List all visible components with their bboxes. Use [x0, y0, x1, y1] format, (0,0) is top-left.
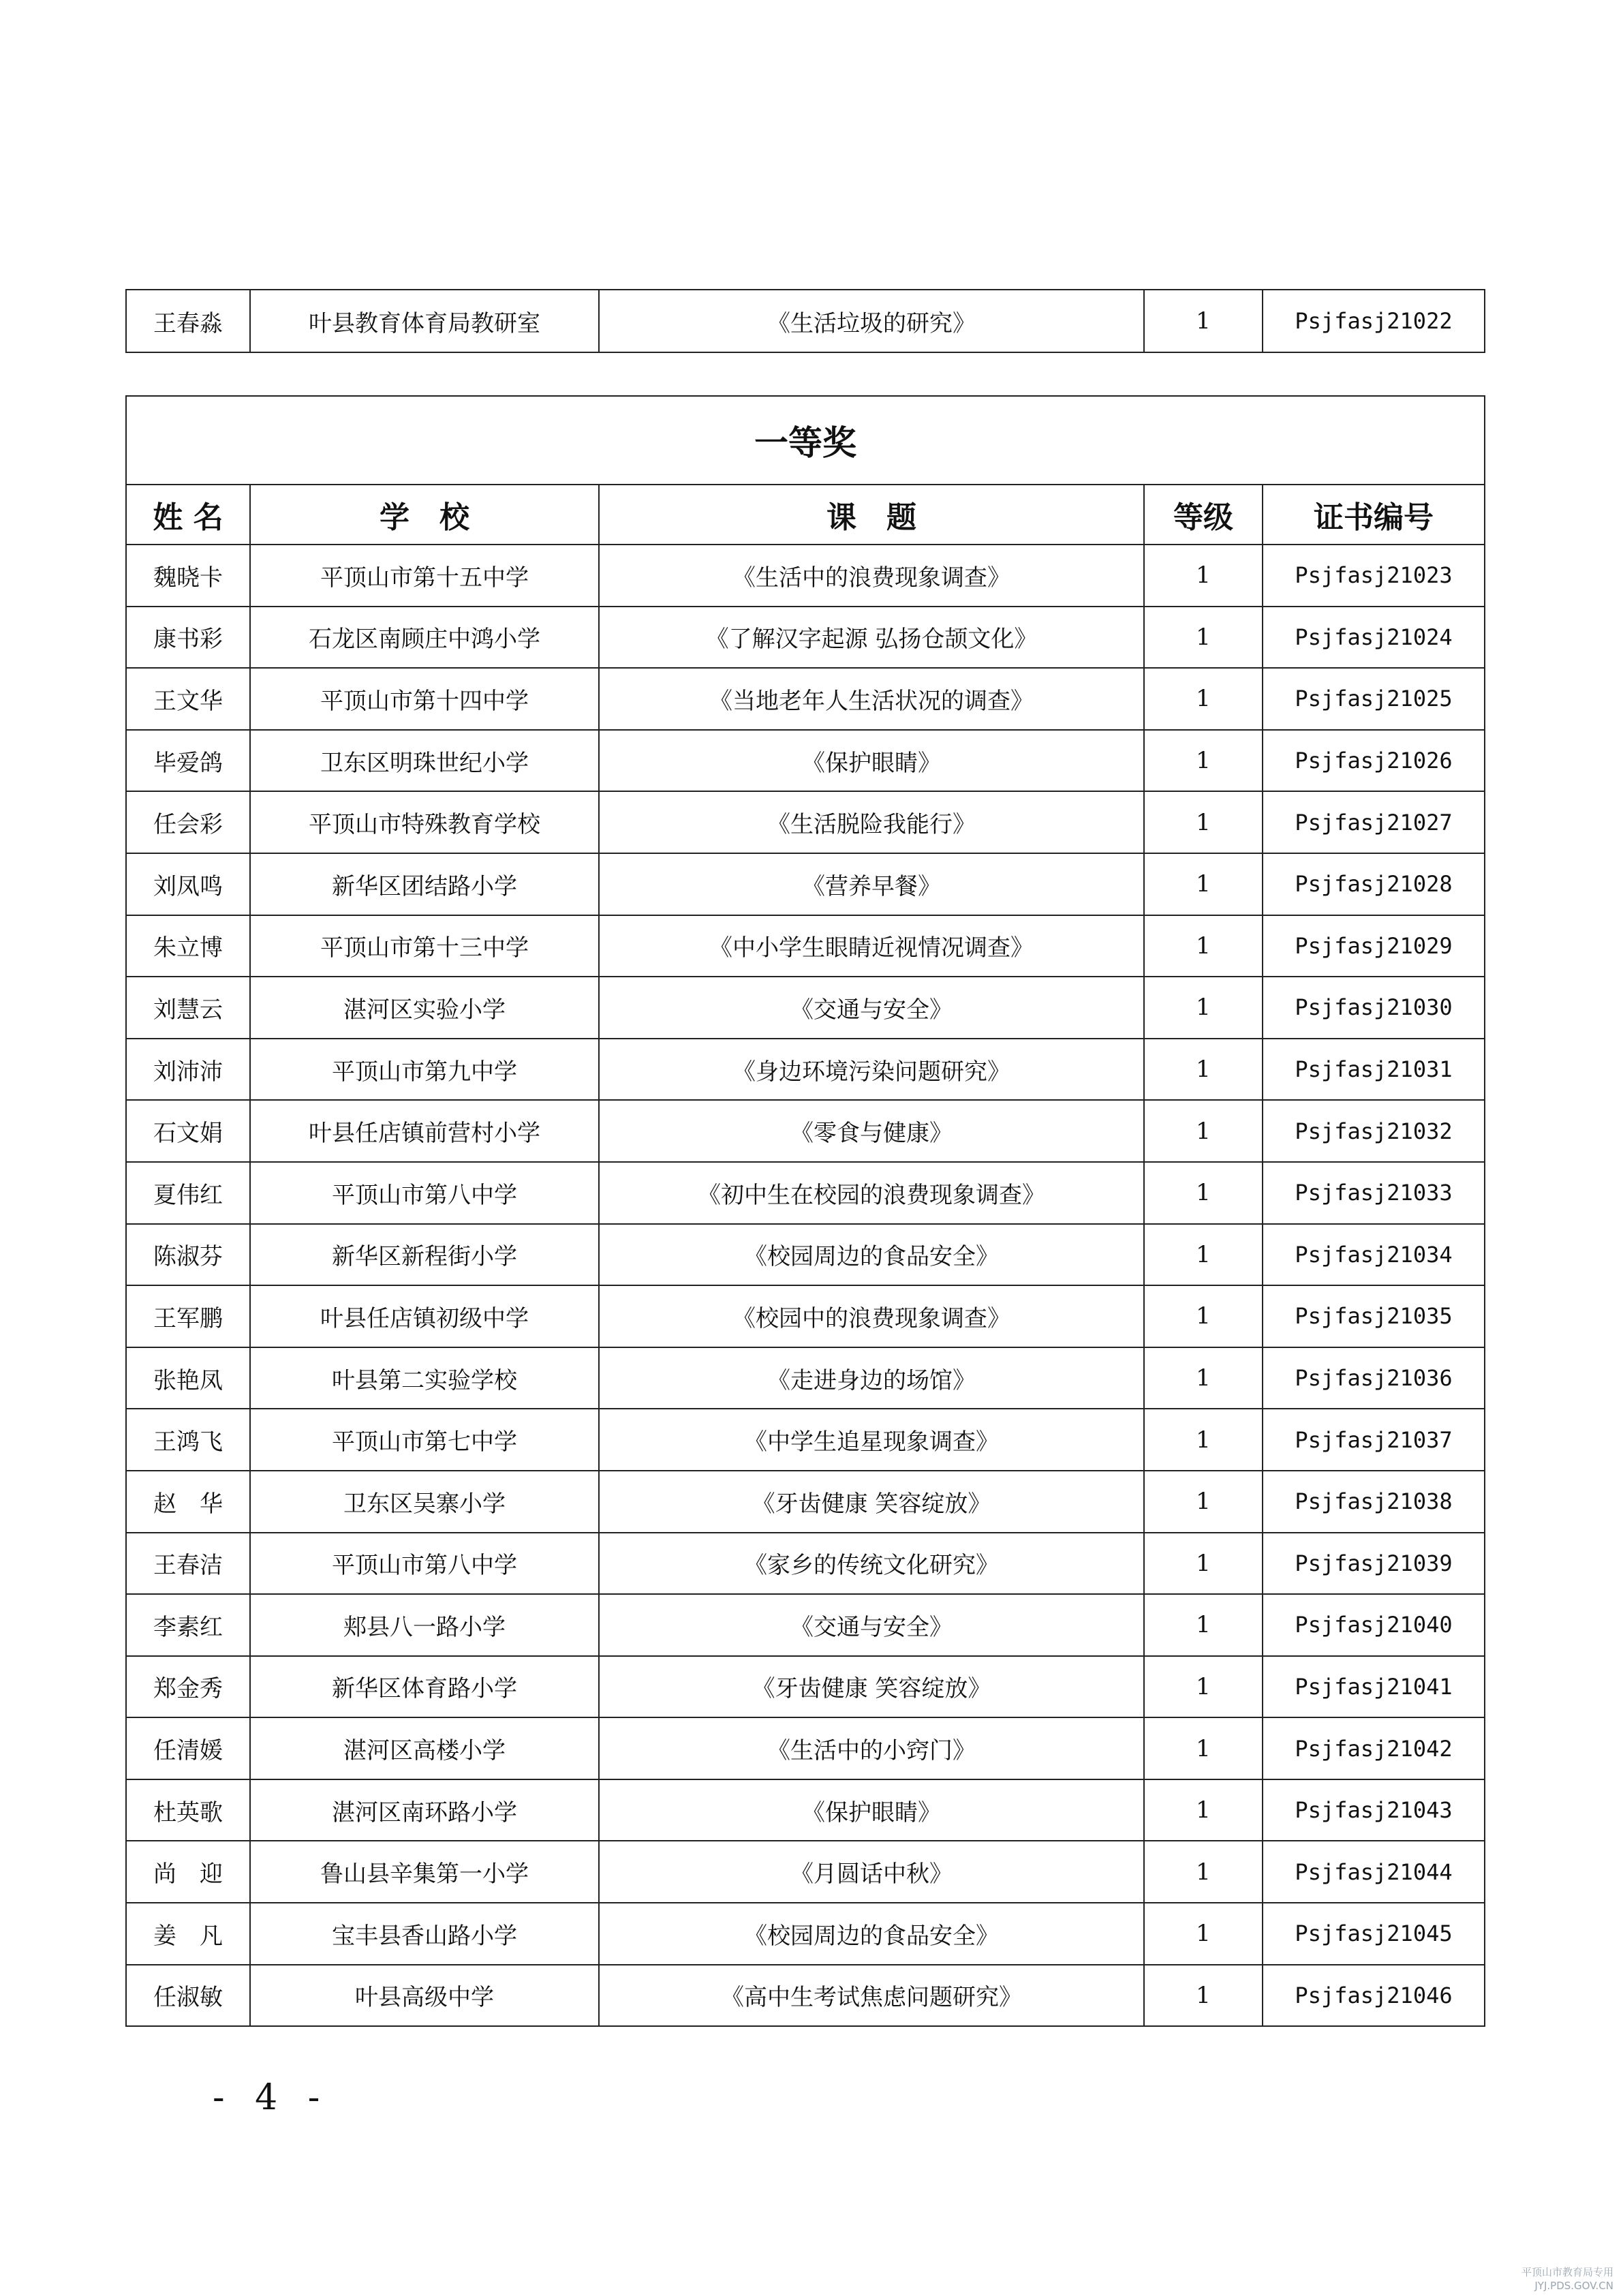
grade-cell: 1 [1144, 1903, 1263, 1965]
table-row [126, 1285, 1485, 1347]
topic-cell: 《保护眼睛》 [599, 730, 1144, 792]
name-cell: 夏伟红 [126, 1162, 250, 1224]
name-cell: 姜 凡 [126, 1903, 250, 1965]
cert-cell: Psjfasj21022 [1263, 290, 1485, 352]
cert-cell: Psjfasj21041 [1263, 1656, 1485, 1718]
name-cell: 王文华 [126, 668, 250, 730]
school-cell: 平顶山市第十五中学 [250, 545, 599, 607]
table-row [126, 668, 1485, 730]
cert-cell: Psjfasj21039 [1263, 1533, 1485, 1595]
name-cell: 赵 华 [126, 1471, 250, 1533]
name-cell: 刘凤鸣 [126, 853, 250, 915]
cert-cell: Psjfasj21044 [1263, 1841, 1485, 1903]
cert-cell: Psjfasj21042 [1263, 1717, 1485, 1779]
grade-cell: 1 [1144, 1656, 1263, 1718]
topic-cell: 《交通与安全》 [599, 977, 1144, 1039]
topic-cell: 《校园周边的食品安全》 [599, 1903, 1144, 1965]
name-cell: 尚 迎 [126, 1841, 250, 1903]
table-row [126, 607, 1485, 669]
school-cell: 叶县任店镇初级中学 [250, 1285, 599, 1347]
grade-cell: 1 [1144, 1533, 1263, 1595]
grade-cell: 1 [1144, 977, 1263, 1039]
grade-cell: 1 [1144, 853, 1263, 915]
table-row [126, 915, 1485, 977]
name-cell: 石文娟 [126, 1100, 250, 1162]
table-row [126, 1594, 1485, 1656]
grade-cell: 1 [1144, 1039, 1263, 1101]
header-name: 姓 名 [126, 485, 250, 545]
topic-cell: 《中学生追星现象调查》 [599, 1409, 1144, 1471]
table-row [126, 1224, 1485, 1286]
grade-cell: 1 [1144, 915, 1263, 977]
topic-cell: 《生活垃圾的研究》 [599, 290, 1144, 352]
school-cell: 平顶山市第十四中学 [250, 668, 599, 730]
topic-cell: 《初中生在校园的浪费现象调查》 [599, 1162, 1144, 1224]
school-cell: 叶县第二实验学校 [250, 1347, 599, 1409]
grade-cell: 1 [1144, 1162, 1263, 1224]
cert-cell: Psjfasj21027 [1263, 791, 1485, 853]
name-cell: 任淑敏 [126, 1965, 250, 2027]
grade-cell: 1 [1144, 1285, 1263, 1347]
watermark-line: 平顶山市教育局专用 [1521, 2266, 1613, 2278]
grade-cell: 1 [1144, 607, 1263, 669]
topic-cell: 《保护眼睛》 [599, 1779, 1144, 1841]
name-cell: 李素红 [126, 1594, 250, 1656]
table-row [126, 1533, 1485, 1595]
school-cell: 鲁山县辛集第一小学 [250, 1841, 599, 1903]
topic-cell: 《月圆话中秋》 [599, 1841, 1144, 1903]
cert-cell: Psjfasj21037 [1263, 1409, 1485, 1471]
cert-cell: Psjfasj21033 [1263, 1162, 1485, 1224]
name-cell: 王春淼 [126, 290, 250, 352]
name-cell: 康书彩 [126, 607, 250, 669]
school-cell: 新华区体育路小学 [250, 1656, 599, 1718]
cert-cell: Psjfasj21023 [1263, 545, 1485, 607]
name-cell: 刘沛沛 [126, 1039, 250, 1101]
name-cell: 王鸿飞 [126, 1409, 250, 1471]
school-cell: 湛河区南环路小学 [250, 1779, 599, 1841]
topic-cell: 《高中生考试焦虑问题研究》 [599, 1965, 1144, 2027]
school-cell: 湛河区高楼小学 [250, 1717, 599, 1779]
table-row [126, 977, 1485, 1039]
school-cell: 平顶山市第十三中学 [250, 915, 599, 977]
topic-cell: 《校园中的浪费现象调查》 [599, 1285, 1144, 1347]
header-school: 学 校 [250, 485, 599, 545]
topic-cell: 《当地老年人生活状况的调查》 [599, 668, 1144, 730]
continued-table [125, 289, 1485, 353]
name-cell: 杜英歌 [126, 1779, 250, 1841]
cert-cell: Psjfasj21032 [1263, 1100, 1485, 1162]
topic-cell: 《零食与健康》 [599, 1100, 1144, 1162]
name-cell: 王春洁 [126, 1533, 250, 1595]
school-cell: 新华区团结路小学 [250, 853, 599, 915]
table-row [126, 1779, 1485, 1841]
name-cell: 张艳凤 [126, 1347, 250, 1409]
grade-cell: 1 [1144, 290, 1263, 352]
grade-cell: 1 [1144, 1347, 1263, 1409]
topic-cell: 《校园周边的食品安全》 [599, 1224, 1144, 1286]
school-cell: 宝丰县香山路小学 [250, 1903, 599, 1965]
table-row [126, 1409, 1485, 1471]
topic-cell: 《营养早餐》 [599, 853, 1144, 915]
topic-cell: 《牙齿健康 笑容绽放》 [599, 1656, 1144, 1718]
watermark-line: JYJ.PDS.GOV.CN [1534, 2280, 1613, 2292]
cert-cell: Psjfasj21026 [1263, 730, 1485, 792]
school-cell: 叶县教育体育局教研室 [250, 290, 599, 352]
table-row [126, 1100, 1485, 1162]
table-header-row [126, 485, 1485, 545]
header-topic: 课 题 [599, 485, 1144, 545]
name-cell: 郑金秀 [126, 1656, 250, 1718]
table-body [126, 545, 1485, 2026]
name-cell: 任清媛 [126, 1717, 250, 1779]
cert-cell: Psjfasj21045 [1263, 1903, 1485, 1965]
table-row [126, 1471, 1485, 1533]
topic-cell: 《牙齿健康 笑容绽放》 [599, 1471, 1144, 1533]
grade-cell: 1 [1144, 1409, 1263, 1471]
school-cell: 平顶山市第八中学 [250, 1533, 599, 1595]
name-cell: 毕爱鸽 [126, 730, 250, 792]
school-cell: 卫东区明珠世纪小学 [250, 730, 599, 792]
cert-cell: Psjfasj21029 [1263, 915, 1485, 977]
table-row [126, 1841, 1485, 1903]
school-cell: 石龙区南顾庄中鸿小学 [250, 607, 599, 669]
header-cert: 证书编号 [1263, 485, 1485, 545]
topic-cell: 《了解汉字起源 弘扬仓颉文化》 [599, 607, 1144, 669]
table-row [126, 1656, 1485, 1718]
table-row [126, 1965, 1485, 2027]
table-row [126, 1717, 1485, 1779]
table-row [126, 1162, 1485, 1224]
name-cell: 任会彩 [126, 791, 250, 853]
first-prize-table [125, 395, 1485, 2027]
name-cell: 王军鹏 [126, 1285, 250, 1347]
topic-cell: 《身边环境污染问题研究》 [599, 1039, 1144, 1101]
cert-cell: Psjfasj21038 [1263, 1471, 1485, 1533]
table-row [126, 730, 1485, 792]
grade-cell: 1 [1144, 1779, 1263, 1841]
school-cell: 叶县高级中学 [250, 1965, 599, 2027]
grade-cell: 1 [1144, 1100, 1263, 1162]
cert-cell: Psjfasj21046 [1263, 1965, 1485, 2027]
grade-cell: 1 [1144, 545, 1263, 607]
school-cell: 平顶山市第九中学 [250, 1039, 599, 1101]
school-cell: 卫东区吴寨小学 [250, 1471, 599, 1533]
cert-cell: Psjfasj21043 [1263, 1779, 1485, 1841]
cert-cell: Psjfasj21034 [1263, 1224, 1485, 1286]
grade-cell: 1 [1144, 668, 1263, 730]
school-cell: 湛河区实验小学 [250, 977, 599, 1039]
school-cell: 平顶山市第七中学 [250, 1409, 599, 1471]
table-title-row [126, 396, 1485, 485]
grade-cell: 1 [1144, 1594, 1263, 1656]
topic-cell: 《生活中的浪费现象调查》 [599, 545, 1144, 607]
table-row [126, 1039, 1485, 1101]
name-cell: 陈淑芬 [126, 1224, 250, 1286]
grade-cell: 1 [1144, 1717, 1263, 1779]
cert-cell: Psjfasj21031 [1263, 1039, 1485, 1101]
cert-cell: Psjfasj21025 [1263, 668, 1485, 730]
grade-cell: 1 [1144, 791, 1263, 853]
grade-cell: 1 [1144, 1471, 1263, 1533]
cert-cell: Psjfasj21028 [1263, 853, 1485, 915]
topic-cell: 《生活中的小窍门》 [599, 1717, 1144, 1779]
school-cell: 平顶山市特殊教育学校 [250, 791, 599, 853]
grade-cell: 1 [1144, 1224, 1263, 1286]
table-row [126, 1347, 1485, 1409]
table-row [126, 1903, 1485, 1965]
topic-cell: 《家乡的传统文化研究》 [599, 1533, 1144, 1595]
cert-cell: Psjfasj21024 [1263, 607, 1485, 669]
grade-cell: 1 [1144, 1965, 1263, 2027]
school-cell: 平顶山市第八中学 [250, 1162, 599, 1224]
school-cell: 叶县任店镇前营村小学 [250, 1100, 599, 1162]
watermark [1521, 2265, 1613, 2293]
name-cell: 朱立博 [126, 915, 250, 977]
page-number: - 4 - [213, 2077, 330, 2118]
topic-cell: 《生活脱险我能行》 [599, 791, 1144, 853]
header-grade: 等级 [1144, 485, 1263, 545]
name-cell: 魏晓卡 [126, 545, 250, 607]
cert-cell: Psjfasj21036 [1263, 1347, 1485, 1409]
topic-cell: 《交通与安全》 [599, 1594, 1144, 1656]
school-cell: 新华区新程街小学 [250, 1224, 599, 1286]
table-row [126, 545, 1485, 607]
school-cell: 郏县八一路小学 [250, 1594, 599, 1656]
grade-cell: 1 [1144, 1841, 1263, 1903]
cert-cell: Psjfasj21030 [1263, 977, 1485, 1039]
table-row [126, 290, 1485, 352]
table-row [126, 791, 1485, 853]
cert-cell: Psjfasj21035 [1263, 1285, 1485, 1347]
topic-cell: 《走进身边的场馆》 [599, 1347, 1144, 1409]
grade-cell: 1 [1144, 730, 1263, 792]
topic-cell: 《中小学生眼睛近视情况调查》 [599, 915, 1144, 977]
table-row [126, 853, 1485, 915]
name-cell: 刘慧云 [126, 977, 250, 1039]
cert-cell: Psjfasj21040 [1263, 1594, 1485, 1656]
award-title: 一等奖 [126, 396, 1485, 485]
